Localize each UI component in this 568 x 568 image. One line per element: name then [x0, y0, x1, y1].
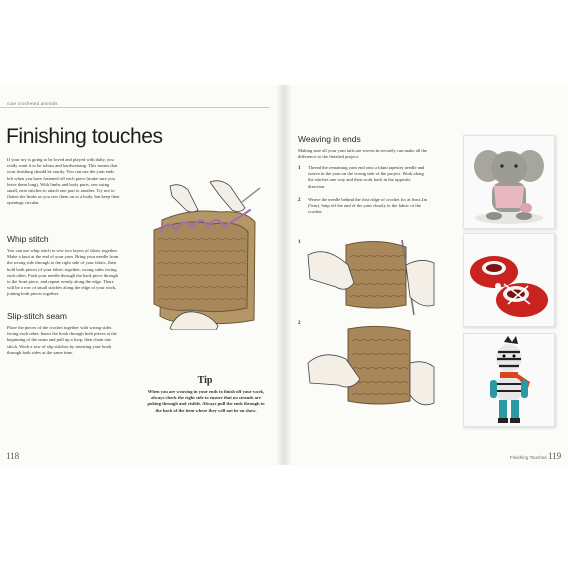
book-gutter — [276, 85, 292, 465]
slip-stitch-text: Place the pieces of the crochet together with wrong sides facing each other. Insert the hook through both pieces at the beginning of the seam and pull up a loop, then chain one stitch. Work a row of slip stitches by inserting your hook through both sides at the same time. — [7, 325, 117, 355]
header-rule — [0, 107, 270, 108]
weaving-step-1-illustration — [306, 235, 436, 320]
whip-stitch-illustration — [150, 180, 265, 330]
elephant-photo — [463, 135, 555, 229]
slip-stitch-heading: Slip-stitch seam — [7, 311, 67, 321]
tip-title: Tip — [197, 375, 213, 386]
right-footer-label: Finishing Touches — [510, 455, 547, 460]
whip-stitch-heading: Whip stitch — [7, 234, 49, 244]
step-2-text: Weave the needle behind the first ridge of crochet for at least 2in (5cm). Snip off the end of the yarn closely to the fabric of the crochet. — [308, 197, 428, 215]
step-2-number: 2 — [298, 198, 301, 203]
tip-text: When you are weaving in your ends to finish off your work, always check the right side to ensure that no strands are poking through and visible. Always pull the ends through to the back of the item where they will not be on show. — [147, 389, 265, 413]
zebra-toy-icon — [464, 334, 554, 426]
weaving-heading: Weaving in ends — [298, 134, 361, 144]
figure-1-label: 1 — [298, 240, 301, 245]
left-page — [0, 85, 283, 465]
whip-stitch-text: You can use whip stitch to sew two layers of fabric together. Make a knot at the end of your yarn. Bring your needle from the wrong side through to the right side of your fabric, then hold both pieces of your fabric together, wrong sides facing each other. Push your needle through the back piece through to the front piece, and repeat evenly along the edge. There will be a row of small stitches along the edge of your work, joining both pieces together. — [7, 248, 119, 297]
red-booties-icon — [464, 234, 554, 326]
zebra-photo — [463, 333, 555, 427]
step-1-text: Thread the remaining yarn end onto a blunt tapestry needle and weave in the yarn on the wrong side of the project. Work along the stitches one way and then work back in the opposite direction. — [308, 165, 425, 189]
weaving-step-2-illustration — [306, 323, 436, 411]
left-page-number: 118 — [6, 451, 20, 461]
running-header: cute crocheted animals — [7, 101, 58, 106]
booties-photo — [463, 233, 555, 327]
right-page-number: 119 — [548, 451, 562, 461]
page-title: Finishing touches — [6, 125, 163, 148]
step-1-number: 1 — [298, 166, 301, 171]
weaving-intro: Making sure all your yarn tails are woven in securely can make all the difference to the finished project. — [298, 148, 427, 160]
elephant-toy-icon — [464, 136, 554, 228]
intro-paragraph: If your toy is going to be loved and played with daily, you really want it to be robust and hardwearing. This means that your finishing should be sturdy. You can use the yarn ends left when you have fastened off each piece (make sure you leave them long). With limbs and body parts, sew using small, neat stitches to attach one part to another. Try not to flatten the limbs as you sew them on to a body, but keep their openings circular. — [7, 157, 120, 206]
figure-2-label: 2 — [298, 321, 301, 326]
